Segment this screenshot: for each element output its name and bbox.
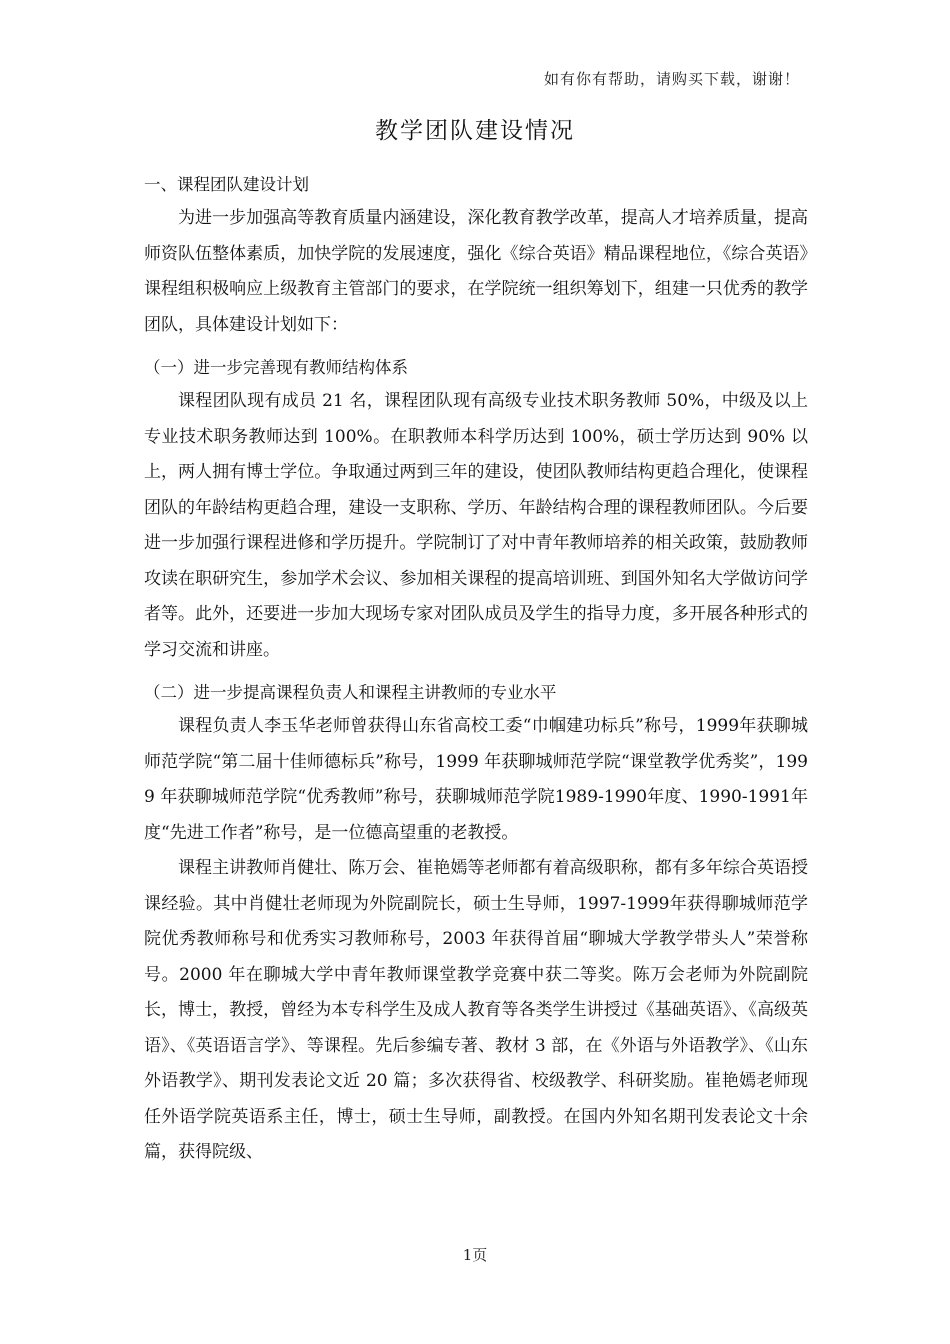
document-body [144, 170, 808, 1171]
subsection-heading-2: （二）进一步提高课程负责人和课程主讲教师的专业水平 [144, 683, 557, 702]
section-1-intro-paragraph: 为进一步加强高等教育质量内涵建设，深化教育教学改革，提高人才培养质量，提高师资队伍整体素质，加快学院的发展速度，强化《综合英语》精品课程地位，《综合英语》课程组积极响应上级教育主管部门的要求，在学院统一组织筹划下，组建一只优秀的教学团队，具体建设计划如下： [144, 208, 808, 335]
subsection-2-paragraph-2: 课程主讲教师肖健壮、陈万会、崔艳嫣等老师都有着高级职称，都有多年综合英语授课经验。其中肖健壮老师现为外院副院长，硕士生导师，1997-1999年获得聊城师范学院优秀教师称号和优秀实习教师称号，2003 年获得首届“聊城大学教学带头人”荣誉称号。2000 年在聊城大学中青年教师课堂教学竞赛中获二等奖。陈万会老师为外院副院长，博士，教授，曾经为本专科学生及成人教育等各类学生讲授过《基础英语》、《高级英语》、《英语语言学》、等课程。先后参编专著、教材 3 部，在《外语与外语教学》、《山东外语教学》、期刊发表论文近 20 篇；多次获得省、校级教学、科研奖励。崔艳嫣老师现任外语学院英语系主任，博士，硕士生导师，副教授。在国内外知名期刊发表论文十余篇，获得院级、 [144, 858, 808, 1162]
section-heading-1: 一、课程团队建设计划 [144, 175, 309, 194]
document-title: 教学团队建设情况 [375, 118, 575, 144]
subsection-heading-1: （一）进一步完善现有教师结构体系 [144, 358, 408, 377]
subsection-2-paragraph-1: 课程负责人李玉华老师曾获得山东省高校工委“巾帼建功标兵”称号，1999年获聊城师范学院“第二届十佳师德标兵”称号，1999 年获聊城师范学院“课堂教学优秀奖”，1999 年获聊城师范学院“优秀教师”称号，获聊城师范学院1989-1990年度、1990-1991年度“先进工作者”称号，是一位德高望重的老教授。 [144, 716, 808, 843]
page-number: 1页 [462, 1246, 488, 1264]
header-note: 如有你有帮助，请购买下载，谢谢！ [543, 70, 800, 88]
subsection-1-paragraph: 课程团队现有成员 21 名，课程团队现有高级专业技术职务教师 50%，中级及以上专业技术职务教师达到 100%。在职教师本科学历达到 100%，硕士学历达到 90% 以上，两人拥有博士学位。争取通过两到三年的建设，使团队教师结构更趋合理化，使课程团队的年龄结构更趋合理，建设一支职称、学历、年龄结构合理的课程教师团队。今后要进一步加强行课程进修和学历提升。学院制订了对中青年教师培养的相关政策，鼓励教师攻读在职研究生，参加学术会议、参加相关课程的提高培训班、到国外知名大学做访问学者等。此外，还要进一步加大现场专家对团队成员及学生的指导力度，多开展各种形式的学习交流和讲座。 [144, 391, 808, 660]
